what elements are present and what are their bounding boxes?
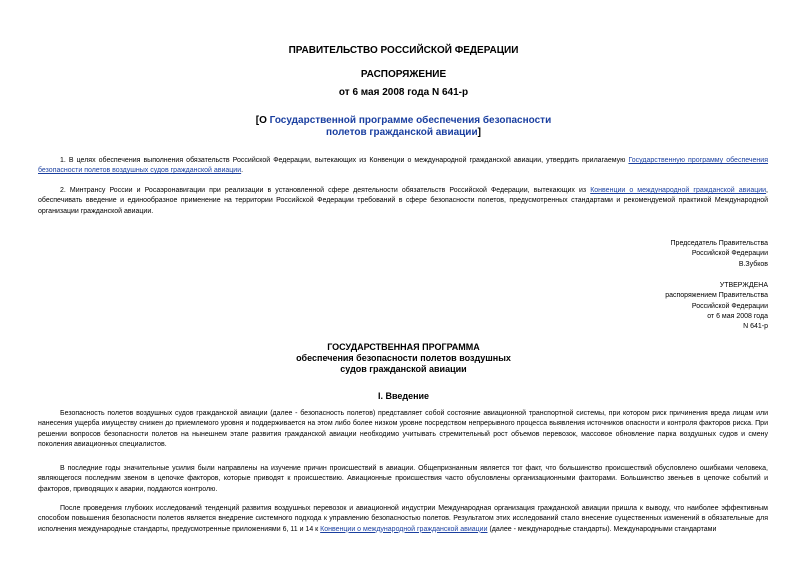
paragraph-2-text: 2. Минтрансу России и Росаэронавигации при реализации в установленной сфере деятельности обязательств Российской Федерации, вытекающих из <box>60 187 591 194</box>
program-title: ГОСУДАРСТВЕННАЯ ПРОГРАММА обеспечения безопасности полетов воздушных судов гражданской авиации <box>296 342 511 374</box>
paragraph-2: 2. Минтрансу России и Росаэронавигации при реализации в установленной сфере деятельности обязательств Российской Федерации, вытекающих из Конвенции о международной гражданской авиации, обеспечивать введение и единообразное применение на территории Российской Федерации требований в сфере безопасности полетов, предусмотренных стандартами и рекомендуемой практикой Международной организации гражданской авиации. <box>38 187 768 215</box>
signature-position: Председатель Правительства <box>670 240 768 247</box>
document-type-heading: РАСПОРЯЖЕНИЕ <box>360 69 447 80</box>
approval-title: УТВЕРЖДЕНА <box>719 282 768 289</box>
government-heading: ПРАВИТЕЛЬСТВО РОССИЙСКОЙ ФЕДЕРАЦИИ <box>288 45 519 56</box>
title-link-line2[interactable]: полетов гражданской авиации <box>326 127 478 138</box>
title-link-line1[interactable]: Государственной программе обеспечения безопасности <box>269 115 552 126</box>
signature-country: Российской Федерации <box>691 250 768 258</box>
title-bracket-open: [О <box>255 115 270 126</box>
document-date-number: от 6 мая 2008 года N 641-р <box>338 87 469 98</box>
document-title <box>0 115 807 139</box>
convention-link-2[interactable]: Конвенции о международной гражданской авиации <box>320 525 488 533</box>
paragraph-1: 1. В целях обеспечения выполнения обязательств Российской Федерации, вытекающих из Конвенции о международной гражданской авиации, утвердить прилагаемую Государственную программу обеспечения безопасности полетов воздушных судов гражданской авиации. <box>38 157 769 175</box>
paragraph-1-text: 1. В целях обеспечения выполнения обязательств Российской Федерации, вытекающих из Конвенции о международной гражданской авиации, утвердить прилагаемую <box>60 157 629 164</box>
section-heading-introduction: I. Введение <box>377 391 430 401</box>
signature-block <box>548 239 768 270</box>
approval-block: УТВЕРЖДЕНА распоряжением Правительства Российской Федерации от 6 мая 2008 года N 641-р <box>548 281 768 332</box>
intro-paragraph-2: В последние годы значительные усилия были направлены на изучение причин происшествий в авиации. Общепризнанным является тот факт, что большинство происшествий обусловлено ошибками человека, являющегося последним звеном в цепочке факторов, которые приводят к происшествию. Авиационные происшествия часто обусловлены организационными факторами. Большинство звеньев в цепочке событий и факторов, приводящих к аварии, поддаются контролю. <box>38 465 768 493</box>
convention-link[interactable]: Конвенции о международной гражданской авиации <box>590 187 767 194</box>
intro-paragraph-3: После проведения глубоких исследований тенденций развития воздушных перевозок и авиационной индустрии Международная организация гражданской авиации пришла к выводу, что наиболее эффективным способом повышения безопасности полетов является внедрение системного подхода к управлению безопасностью полетов. Результатом этих исследований стало внесение существенных изменений в обязательные для исполнения международные стандарты, предусмотренные приложениями 6, 11 и 14 к Конвенции о международной гражданской авиации (далее - международные стандарты). Международными стандартами <box>38 505 768 533</box>
intro-paragraph-1: Безопасность полетов воздушных судов гражданской авиации (далее - безопасность полетов) представляет собой состояние авиационной транспортной системы, при котором риск причинения вреда лицам или нанесения ущерба имуществу снижен до приемлемого уровня и поддерживается на этом либо более низком уровне посредством непрерывного процесса выявления источников опасности и контроля факторов риска. При решении вопросов безопасности полетов на нынешнем этапе развития гражданской авиации необходимо учитывать стремительный рост объемов перевозок, массовое обновление парка воздушных судов и смену поколения авиационных специалистов. <box>38 410 768 448</box>
signature-name: В.Зубков <box>738 260 768 268</box>
program-link[interactable]: Государственную программу обеспечения безопасности полетов воздушных судов гражданской авиации <box>38 157 769 175</box>
title-bracket-close: ] <box>477 127 481 138</box>
